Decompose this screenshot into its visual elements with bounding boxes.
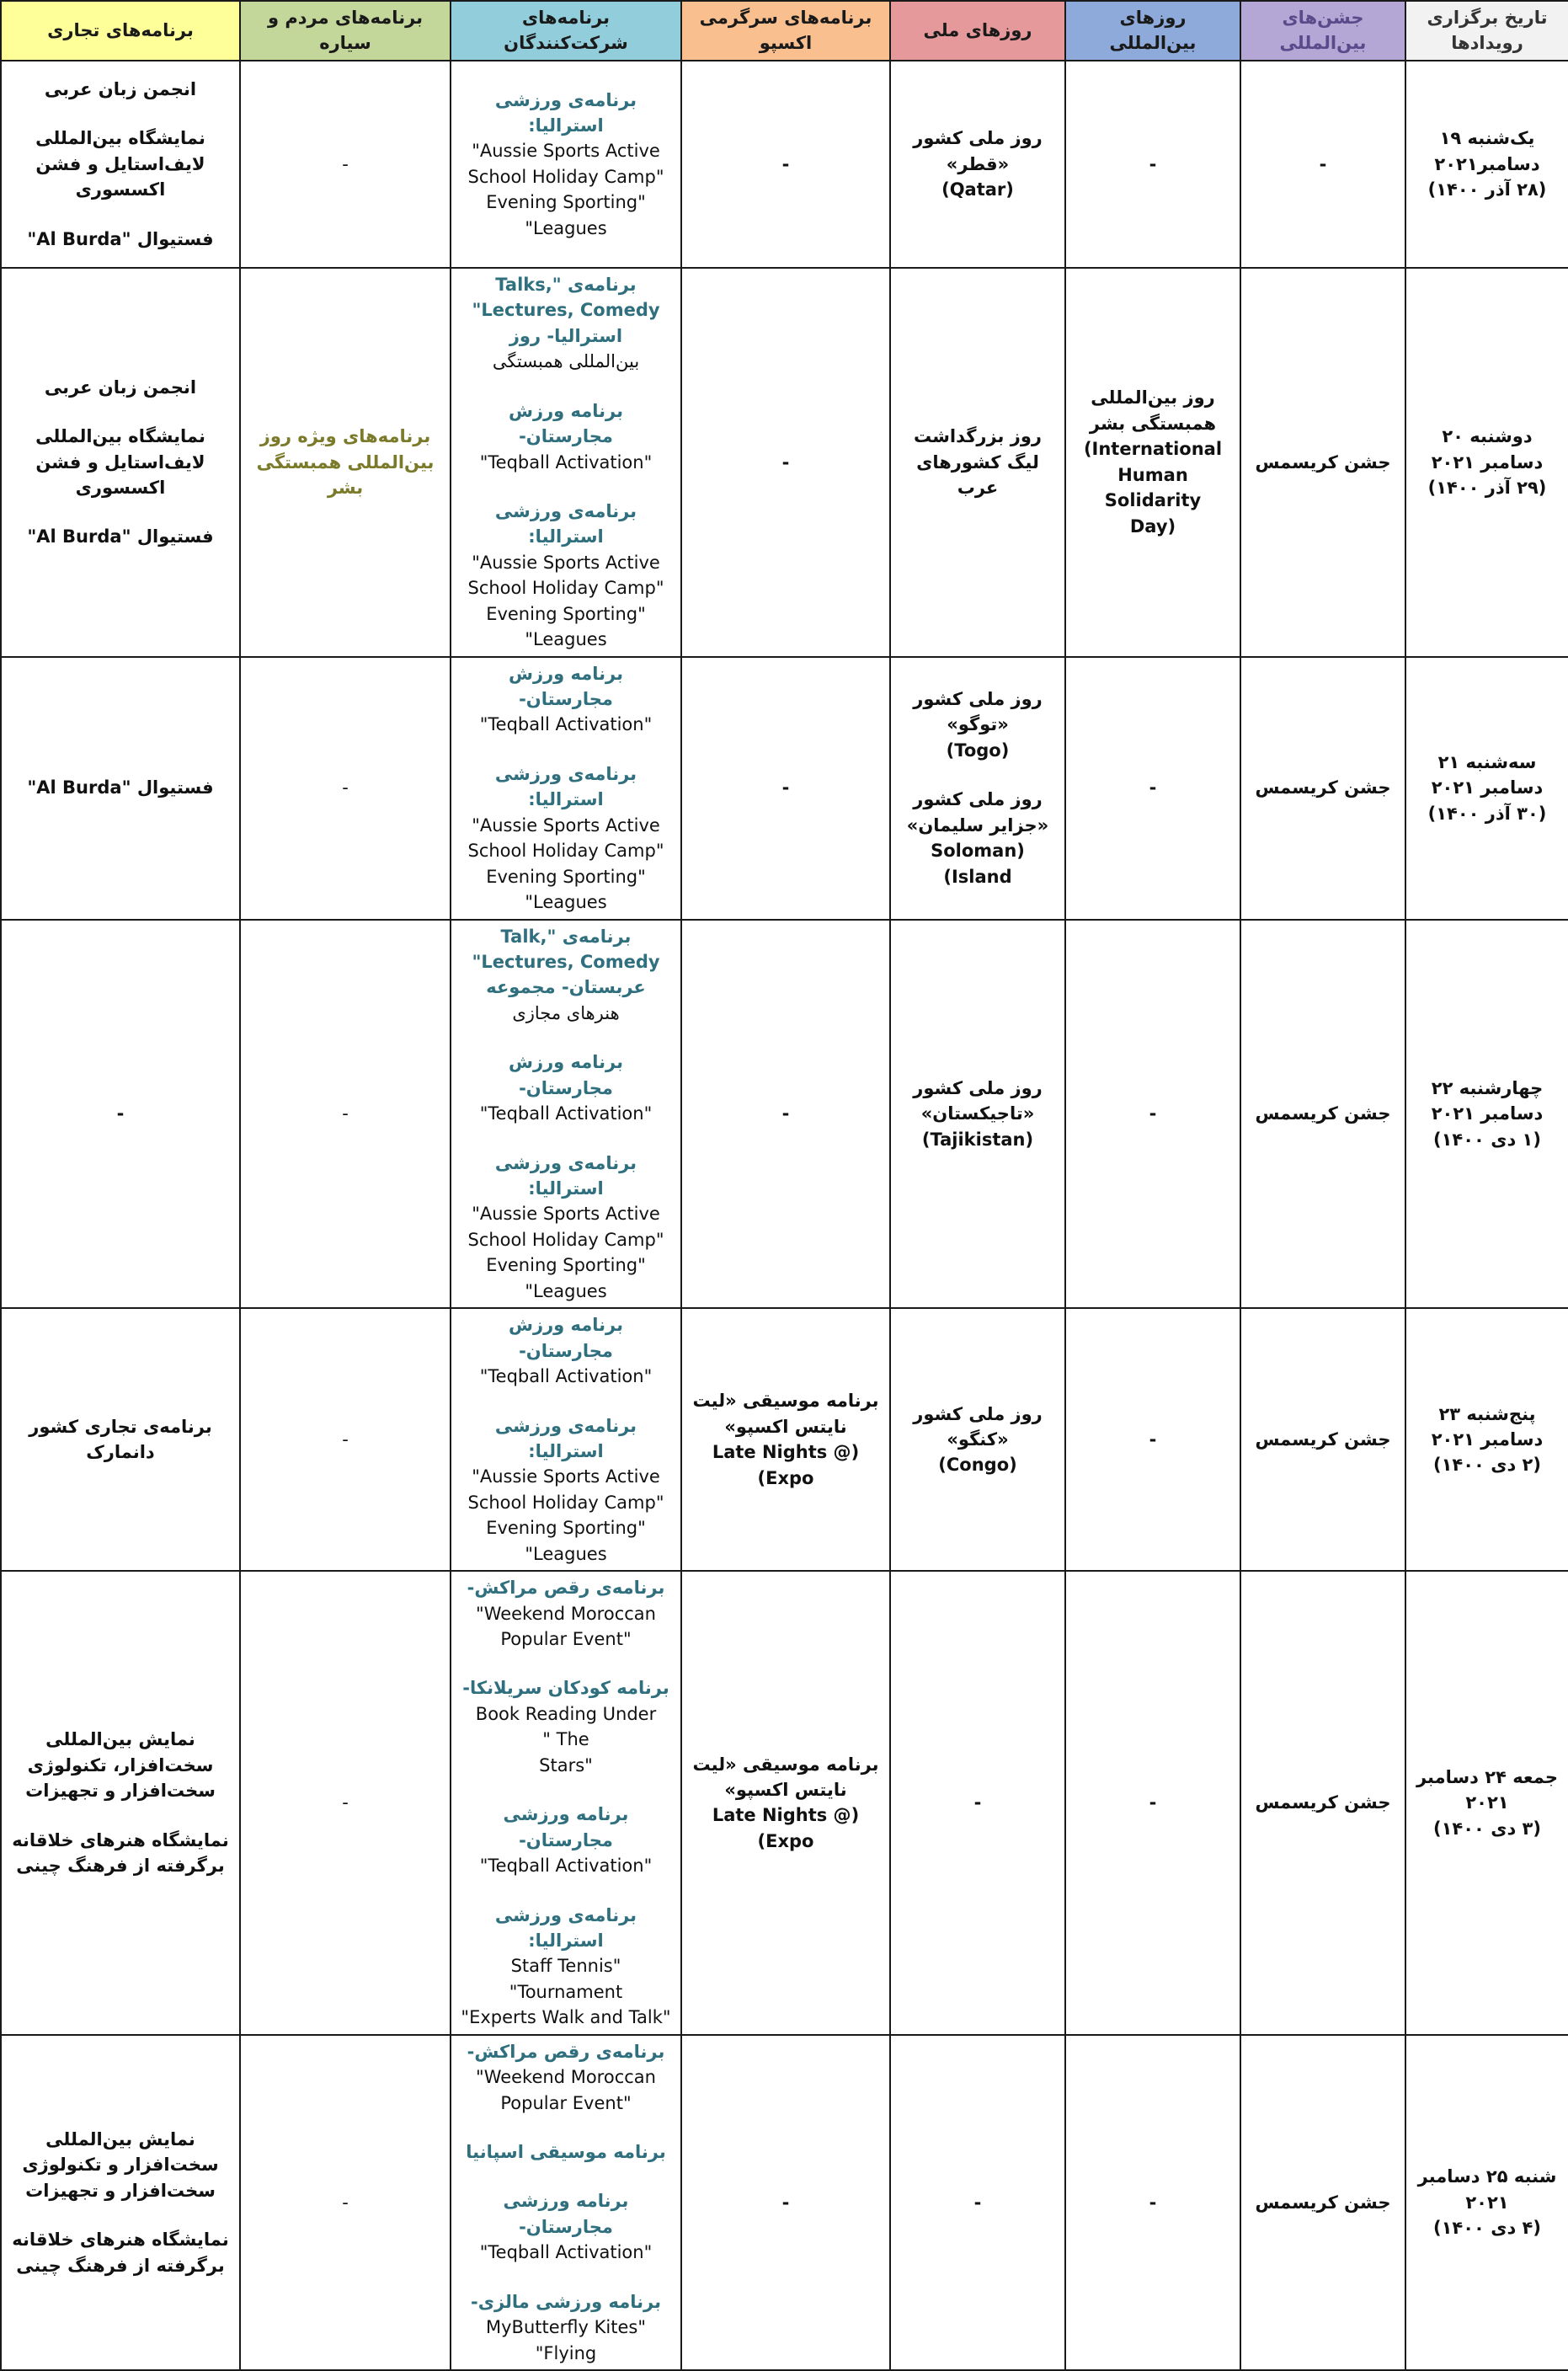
business-cell: [1, 1308, 240, 1571]
people-planet-line: -: [342, 153, 349, 174]
intl-day-line: -: [1149, 1103, 1157, 1124]
program-line: Aussie Sports Active": [472, 814, 660, 836]
expo-entertainment-line: -: [781, 777, 790, 798]
participants-cell: [451, 920, 681, 1309]
national-days-cell: [890, 268, 1065, 657]
header-business: برنامه‌های تجاری: [1, 1, 240, 61]
header-participants: برنامه‌های شرکت‌کنندگان: [451, 1, 681, 61]
program-title: برنامه‌ی ورزشی استرالیا:: [494, 1415, 637, 1461]
national-day-entry: [899, 787, 1056, 889]
program-title: برنامه‌ی رقص مراکش-: [467, 1578, 665, 1599]
national-days-cell: [890, 1571, 1065, 2035]
program-line: Aussie Sports Active": [472, 141, 660, 162]
date-line: (۱ دی ۱۴۰۰): [1433, 1129, 1541, 1150]
intl-day-line: Human Solidarity: [1104, 464, 1202, 511]
participant-program: [460, 499, 672, 653]
intl-days-cell: [1065, 268, 1240, 657]
program-line: Book Reading Under The ": [475, 1703, 657, 1750]
program-line: "Teqball Activation": [479, 1366, 653, 1387]
national-days-cell: [890, 1308, 1065, 1571]
expo-entertainment-line: -: [781, 2192, 790, 2213]
expo-entertainment-line: -: [781, 1103, 790, 1124]
program-line: "Evening Sporting Leagues": [486, 1255, 646, 1301]
national-day-line: -: [973, 1792, 982, 1813]
header-date: تاریخ برگزاری رویدادها: [1405, 1, 1568, 61]
program-line: "Teqball Activation": [479, 714, 653, 735]
national-days-cell: [890, 61, 1065, 268]
program-line: "Teqball Activation": [479, 2242, 653, 2263]
people-planet-cell: [240, 1571, 451, 2035]
business-line: نمایش بین‌المللی سخت‌افزار، تکنولوژی سخت‌افزار و تجهیزات: [25, 1729, 216, 1802]
intl-day-line: -: [1149, 2192, 1157, 2213]
program-title: برنامه‌ی "Talks, Lectures, Comedy" استرالیا- روز: [472, 274, 660, 346]
program-line: Weekend Moroccan": [476, 2067, 656, 2088]
business-line: نمایش بین‌المللی سخت‌افزار و تکنولوژی سخت‌افزار و تجهیزات: [22, 2128, 219, 2201]
business-line: فستیوال "Al Burda": [27, 777, 214, 798]
date-cell: [1405, 2035, 1568, 2370]
program-title: برنامه‌ی ورزشی استرالیا:: [494, 89, 637, 136]
people-planet-cell: [240, 268, 451, 657]
intl-days-cell: [1065, 61, 1240, 268]
business-cell: [1, 1571, 240, 2035]
national-day-line: (Tajikistan): [921, 1129, 1034, 1150]
program-line: "Evening Sporting Leagues": [486, 603, 646, 650]
business-entry: [10, 1727, 231, 1803]
program-line: "Experts Walk and Talk": [461, 2007, 671, 2028]
people-planet-cell: [240, 657, 451, 920]
program-line: "School Holiday Camp: [467, 578, 664, 599]
national-days-cell: [890, 657, 1065, 920]
business-line: نمایشگاه هنرهای خلاقانه برگرفته از فرهنگ چینی: [12, 1829, 229, 1877]
people-planet-line: -: [342, 1792, 349, 1813]
national-day-line: روز ملی کشور «کنگو»: [913, 1403, 1043, 1450]
date-line: (۲ دی ۱۴۰۰): [1433, 1455, 1541, 1476]
date-cell: [1405, 657, 1568, 920]
program-title: برنامه موسیقی اسپانیا: [466, 2142, 666, 2162]
date-cell: [1405, 920, 1568, 1309]
expo-entertainment-cell: [681, 61, 890, 268]
business-line: -: [116, 1103, 125, 1124]
date-line: یک‌شنبه ۱۹ دسامبر۲۰۲۱: [1434, 128, 1540, 174]
header-expo-entertainment: برنامه‌های سرگرمی اکسپو: [681, 1, 890, 61]
national-day-line: روز ملی کشور «قطر»: [913, 128, 1043, 174]
national-day-line: -: [973, 2192, 982, 2213]
people-planet-line: -: [342, 777, 349, 798]
participant-program: [460, 2188, 672, 2265]
date-line: (۳۰ آذر ۱۴۰۰): [1427, 803, 1547, 824]
participant-program: [460, 1903, 672, 2031]
program-line: "Evening Sporting Leagues": [486, 1518, 646, 1564]
date-cell: [1405, 1308, 1568, 1571]
expo-entertainment-line: برنامه موسیقی «لیت نایتس اکسپو»: [692, 1391, 879, 1437]
schedule-row: [1, 920, 1568, 1309]
people-planet-line: برنامه‌های ویژه روز بین‌المللی همبستگی بشر: [256, 426, 435, 498]
national-day-entry: [899, 686, 1056, 763]
date-line: پنج‌شنبه ۲۳ دسامبر ۲۰۲۱: [1431, 1403, 1544, 1450]
expo-entertainment-cell: [681, 1571, 890, 2035]
program-title: برنامه ورزشی مالزی-: [470, 2291, 661, 2312]
national-day-line: (Soloman Island): [931, 841, 1025, 887]
people-planet-cell: [240, 1308, 451, 1571]
program-line: Weekend Moroccan": [476, 1603, 656, 1624]
program-line: "Teqball Activation": [479, 1103, 653, 1124]
program-title: برنامه‌ی ورزشی استرالیا:: [494, 1152, 637, 1199]
people-planet-line: -: [342, 1103, 349, 1124]
national-days-cell: [890, 2035, 1065, 2370]
national-day-line: (Congo): [938, 1455, 1017, 1476]
program-line: Aussie Sports Active": [472, 1204, 660, 1225]
participants-cell: [451, 1571, 681, 2035]
business-cell: [1, 920, 240, 1309]
business-cell: [1, 657, 240, 920]
intl-days-cell: [1065, 1571, 1240, 2035]
national-day-line: روز بزرگداشت لیگ کشورهای عرب: [913, 426, 1042, 498]
expo-entertainment-line: -: [781, 153, 790, 174]
program-line: "School Holiday Camp: [467, 1229, 664, 1250]
program-line: Aussie Sports Active": [472, 1466, 660, 1487]
participants-cell: [451, 1308, 681, 1571]
date-line: شنبه ۲۵ دسامبر ۲۰۲۱: [1417, 2166, 1557, 2213]
intl-celebration-cell: جشن کریسمس: [1240, 657, 1405, 920]
intl-celebration-cell: جشن کریسمس: [1240, 2035, 1405, 2370]
business-entry: [10, 424, 231, 500]
intl-celebration-cell: جشن کریسمس: [1240, 920, 1405, 1309]
participants-cell: [451, 268, 681, 657]
national-day-entry: [899, 1076, 1056, 1152]
business-entry: [10, 125, 231, 202]
intl-celebration-cell: جشن کریسمس: [1240, 1571, 1405, 2035]
program-line: "School Holiday Camp: [467, 841, 664, 862]
people-planet-cell: [240, 920, 451, 1309]
national-day-line: روز ملی کشور «توگو»: [913, 689, 1043, 735]
participant-program: [460, 1575, 672, 1652]
intl-days-cell: [1065, 1308, 1240, 1571]
intl-celebration-cell: -: [1240, 61, 1405, 268]
schedule-row: [1, 1571, 1568, 2035]
intl-day-line: روز بین‌المللی همبستگی بشر: [1089, 387, 1217, 434]
program-title: برنامه‌ی ورزشی استرالیا:: [494, 500, 637, 547]
schedule-row: [1, 2035, 1568, 2370]
participant-program: [460, 1151, 672, 1305]
national-day-entry: [899, 424, 1056, 500]
expo-entertainment-cell: [681, 657, 890, 920]
business-entry: [10, 1101, 231, 1126]
intl-day-line: -: [1149, 1428, 1157, 1450]
header-intl-celebrations: جشن‌های بین‌المللی: [1240, 1, 1405, 61]
date-cell: [1405, 61, 1568, 268]
program-title: برنامه ورزش مجارستان-: [509, 663, 623, 709]
program-line: "Evening Sporting Leagues": [486, 866, 646, 913]
intl-day-line: International): [1083, 439, 1223, 460]
intl-days-cell: [1065, 2035, 1240, 2370]
program-line: "School Holiday Camp: [467, 166, 664, 187]
business-entry: [10, 375, 231, 400]
program-title: برنامه ورزش مجارستان-: [509, 1052, 623, 1098]
business-entry: [10, 775, 231, 800]
national-day-entry: [899, 1402, 1056, 1478]
business-cell: [1, 2035, 240, 2370]
program-title: برنامه‌ی ورزشی استرالیا:: [494, 763, 637, 810]
schedule-row: [1, 268, 1568, 657]
program-line: "Stars: [539, 1754, 593, 1776]
participant-program: [460, 1049, 672, 1126]
participants-cell: [451, 2035, 681, 2370]
program-line: "Staff Tennis: [510, 1956, 621, 1977]
program-title: برنامه‌ی ورزشی استرالیا:: [494, 1904, 637, 1951]
business-line: برنامه‌ی تجاری کشور دانمارک: [29, 1416, 212, 1463]
participant-program: [460, 2139, 672, 2165]
schedule-row: [1, 61, 1568, 268]
participant-program: [460, 2289, 672, 2366]
expo-entertainment-cell: [681, 1308, 890, 1571]
program-title: برنامه‌ی "Talk, Lectures, Comedy" عربستان- مجموعه: [472, 926, 660, 998]
expo-entertainment-line: -: [781, 451, 790, 473]
national-day-line: روز ملی کشور «تاجیکستان»: [913, 1077, 1043, 1124]
participant-program: [460, 88, 672, 242]
date-line: سه‌شنبه ۲۱ دسامبر ۲۰۲۱: [1431, 751, 1544, 798]
program-line: "MyButterfly Kites Flying": [486, 2317, 646, 2363]
program-title: برنامه‌ی رقص مراکش-: [467, 2041, 665, 2062]
participant-program: [460, 661, 672, 738]
program-line: هنرهای مجازی: [512, 1002, 620, 1023]
national-day-line: روز ملی کشور «جزایر سلیمان»: [906, 789, 1049, 836]
date-line: دوشنبه ۲۰ دسامبر ۲۰۲۱: [1431, 426, 1544, 473]
date-cell: [1405, 1571, 1568, 2035]
program-line: بین‌المللی همبستگی: [492, 351, 640, 372]
people-planet-line: -: [342, 1428, 349, 1450]
schedule-row: [1, 1308, 1568, 1571]
date-line: (۲۹ آذر ۱۴۰۰): [1427, 477, 1547, 498]
business-entry: [10, 77, 231, 102]
business-line: فستیوال "Al Burda": [27, 526, 214, 547]
people-planet-cell: [240, 2035, 451, 2370]
date-line: (۳ دی ۱۴۰۰): [1433, 1818, 1541, 1839]
participants-cell: [451, 657, 681, 920]
participant-program: [460, 2039, 672, 2116]
participant-program: [460, 1675, 672, 1778]
header-intl-days: روزهای بین‌المللی: [1065, 1, 1240, 61]
business-cell: [1, 268, 240, 657]
program-title: برنامه ورزشی مجارستان-: [503, 1804, 629, 1850]
business-entry: [10, 2127, 231, 2203]
business-line: نمایشگاه بین‌المللی لایف‌استایل و فشن اکسسوری: [35, 128, 205, 200]
intl-day-line: -: [1149, 777, 1157, 798]
business-entry: [10, 1414, 231, 1466]
header-people-planet: برنامه‌های مردم و سیاره: [240, 1, 451, 61]
program-title: برنامه ورزش مجارستان-: [509, 1315, 623, 1361]
national-day-entry: [899, 1790, 1056, 1815]
business-cell: [1, 61, 240, 268]
date-line: (۴ دی ۱۴۰۰): [1433, 2218, 1541, 2239]
header-row: [1, 1, 1568, 61]
participant-program: [460, 1413, 672, 1567]
national-day-line: (Qatar): [941, 179, 1014, 200]
business-line: نمایشگاه بین‌المللی لایف‌استایل و فشن اکسسوری: [35, 426, 205, 498]
intl-day-line: -: [1149, 153, 1157, 174]
business-entry: [10, 2227, 231, 2278]
participant-program: [460, 272, 672, 375]
program-title: برنامه ورزش مجارستان-: [509, 400, 623, 447]
program-line: "School Holiday Camp: [467, 1492, 664, 1513]
business-entry: [10, 1828, 231, 1879]
header-national-days: روزهای ملی: [890, 1, 1065, 61]
program-line: Tournament": [509, 1981, 623, 2002]
date-cell: [1405, 268, 1568, 657]
intl-celebration-cell: جشن کریسمس: [1240, 268, 1405, 657]
program-line: "Popular Event: [500, 1629, 632, 1649]
participants-cell: [451, 61, 681, 268]
business-line: نمایشگاه هنرهای خلاقانه برگرفته از فرهنگ چینی: [12, 2229, 229, 2276]
intl-day-line: (Day: [1129, 515, 1176, 537]
business-line: انجمن زبان عربی: [44, 376, 197, 398]
program-line: "Teqball Activation": [479, 1856, 653, 1877]
people-planet-cell: [240, 61, 451, 268]
date-line: چهارشنبه ۲۲ دسامبر ۲۰۲۱: [1431, 1077, 1544, 1124]
expo-entertainment-line: (Late Nights @ Expo): [712, 1805, 860, 1851]
participant-program: [460, 761, 672, 916]
expo-entertainment-line: (Late Nights @ Expo): [712, 1442, 860, 1488]
business-line: انجمن زبان عربی: [44, 78, 197, 99]
participant-program: [460, 924, 672, 1027]
participant-program: [460, 398, 672, 475]
expo-entertainment-cell: [681, 920, 890, 1309]
people-planet-line: -: [342, 2192, 349, 2213]
intl-days-cell: [1065, 657, 1240, 920]
program-title: برنامه ورزشی مجارستان-: [503, 2191, 629, 2237]
date-line: جمعه ۲۴ دسامبر ۲۰۲۱: [1416, 1766, 1559, 1813]
national-day-line: (Togo): [946, 740, 1010, 761]
participant-program: [460, 1312, 672, 1389]
intl-days-cell: [1065, 920, 1240, 1309]
expo-entertainment-cell: [681, 2035, 890, 2370]
program-line: "Popular Event: [500, 2092, 632, 2113]
program-line: "Teqball Activation": [479, 451, 653, 473]
intl-celebration-cell: جشن کریسمس: [1240, 1308, 1405, 1571]
date-line: (۲۸ آذر ۱۴۰۰): [1427, 179, 1547, 200]
program-line: Aussie Sports Active": [472, 552, 660, 573]
schedule-row: [1, 657, 1568, 920]
intl-day-line: -: [1149, 1792, 1157, 1813]
program-title: برنامه کودکان سریلانکا-: [462, 1678, 669, 1699]
expo-entertainment-cell: [681, 268, 890, 657]
national-day-entry: [899, 125, 1056, 202]
program-line: "Evening Sporting Leagues": [486, 192, 646, 238]
expo-entertainment-line: برنامه موسیقی «لیت نایتس اکسپو»: [692, 1754, 879, 1800]
national-days-cell: [890, 920, 1065, 1309]
national-day-entry: [899, 2190, 1056, 2215]
business-entry: [10, 227, 231, 252]
business-line: فستیوال "Al Burda": [27, 228, 214, 249]
business-entry: [10, 524, 231, 549]
participant-program: [460, 1802, 672, 1878]
